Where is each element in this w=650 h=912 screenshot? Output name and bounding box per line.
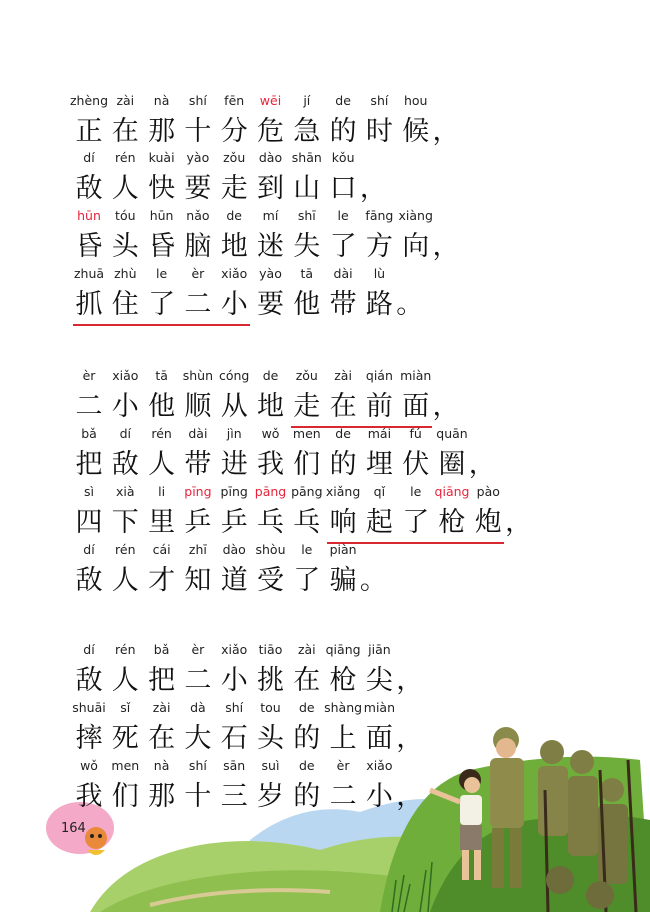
pinyin-syllable: sān — [223, 758, 246, 773]
hanzi-character: 把 — [148, 665, 176, 696]
hanzi-character: 起 — [365, 507, 393, 538]
hanzi-character: 道 — [220, 565, 248, 596]
hanzi-character: 的 — [329, 449, 357, 480]
pinyin-syllable: èr — [82, 368, 96, 383]
pinyin-syllable: wēi — [259, 93, 282, 108]
punctuation: ， — [359, 173, 387, 204]
punctuation: ， — [432, 116, 460, 147]
pinyin-syllable: zhī — [188, 542, 207, 557]
pinyin-syllable: pīng — [184, 484, 212, 499]
pinyin-syllable: sǐ — [120, 700, 131, 715]
hanzi-character: 山 — [293, 173, 321, 204]
hanzi-character: 走 — [220, 173, 248, 204]
pinyin-syllable: qiāng — [325, 642, 361, 657]
punctuation: ， — [396, 781, 424, 812]
pinyin-syllable: qián — [365, 368, 393, 383]
hanzi-character: 人 — [111, 565, 139, 596]
hanzi-character: 敌 — [75, 173, 103, 204]
hanzi-character: 们 — [293, 449, 321, 480]
pinyin-syllable: miàn — [400, 368, 432, 383]
hanzi-character: 危 — [257, 116, 284, 147]
pinyin-syllable: rén — [151, 426, 172, 441]
hanzi-character: 二 — [184, 665, 212, 696]
pinyin-syllable: de — [335, 426, 351, 441]
hanzi-character: 正 — [75, 116, 103, 147]
hanzi-character: 昏 — [75, 231, 103, 262]
hanzi-character: 的 — [293, 723, 321, 754]
hanzi-character: 在 — [111, 116, 139, 147]
pinyin-syllable: piàn — [329, 542, 357, 557]
pinyin-syllable: rén — [115, 542, 136, 557]
hanzi-character: 方 — [365, 231, 393, 262]
pinyin-syllable: hūn — [149, 208, 174, 223]
hanzi-character: 十 — [184, 116, 212, 147]
pinyin-syllable: dí — [83, 542, 95, 557]
pinyin-syllable: dà — [190, 700, 206, 715]
hanzi-character: 们 — [111, 781, 139, 812]
punctuation: ， — [468, 449, 496, 480]
pinyin-syllable: tóu — [115, 208, 136, 223]
pinyin-syllable: le — [410, 484, 422, 499]
pinyin-syllable: rén — [115, 642, 136, 657]
pinyin-syllable: shí — [188, 93, 207, 108]
hanzi-character: 头 — [111, 231, 139, 262]
pinyin-syllable: nà — [153, 93, 170, 108]
pinyin-syllable: shùn — [182, 368, 214, 383]
hanzi-character: 路 — [365, 289, 393, 320]
pinyin-syllable: dí — [119, 426, 132, 441]
hanzi-character: 摔 — [75, 723, 103, 754]
pinyin-syllable: pāng — [291, 484, 323, 499]
hanzi-character: 敌 — [111, 449, 139, 480]
pinyin-syllable: zài — [297, 642, 316, 657]
pinyin-syllable: rén — [115, 150, 136, 165]
pinyin-syllable: shòu — [255, 542, 286, 557]
hanzi-character: 上 — [329, 723, 357, 754]
pinyin-syllable: zhuā — [73, 266, 105, 281]
hanzi-character: 时 — [365, 116, 393, 147]
punctuation: 。 — [359, 565, 387, 596]
pinyin-syllable: yào — [186, 150, 210, 165]
hanzi-character: 敌 — [75, 565, 103, 596]
hanzi-character: 头 — [257, 723, 284, 754]
hanzi-character: 乒 — [220, 507, 248, 538]
pinyin-syllable: wǒ — [261, 426, 280, 441]
hanzi-character: 急 — [293, 116, 321, 147]
hanzi-character: 抓 — [75, 289, 103, 320]
pinyin-syllable: de — [262, 368, 279, 383]
pinyin-syllable: de — [226, 208, 242, 223]
pinyin-syllable: shàng — [324, 700, 363, 715]
pinyin-syllable: mí — [262, 208, 279, 223]
hanzi-character: 带 — [184, 449, 212, 480]
punctuation: ， — [432, 231, 460, 262]
hanzi-character: 埋 — [365, 449, 393, 480]
hanzi-character: 乒 — [184, 507, 212, 538]
pinyin-syllable: wǒ — [80, 758, 98, 773]
pinyin-syllable: tā — [155, 368, 168, 383]
pinyin-syllable: miàn — [363, 700, 396, 715]
pinyin-syllable: dài — [333, 266, 353, 281]
pinyin-syllable: jí — [303, 93, 311, 108]
pinyin-syllable: le — [156, 266, 168, 281]
pinyin-syllable: pào — [476, 484, 500, 499]
hanzi-character: 我 — [75, 781, 103, 812]
hanzi-character: 要 — [184, 173, 212, 204]
hanzi-character: 昏 — [148, 231, 176, 262]
hanzi-character: 他 — [293, 289, 321, 320]
hanzi-character: 进 — [220, 449, 248, 480]
pinyin-syllable: èr — [336, 758, 350, 773]
pinyin-syllable: xiǎo — [221, 266, 248, 281]
hanzi-character: 把 — [75, 449, 103, 480]
hanzi-character: 尖 — [365, 665, 393, 696]
hanzi-character: 的 — [293, 781, 321, 812]
pinyin-syllable: pīng — [220, 484, 248, 499]
pinyin-syllable: le — [301, 542, 313, 557]
pinyin-syllable: xiǎo — [366, 758, 393, 773]
hanzi-character: 了 — [329, 231, 357, 262]
hanzi-character: 骗 — [329, 565, 357, 596]
pinyin-syllable: mái — [367, 426, 392, 441]
pinyin-syllable: lù — [373, 266, 386, 281]
hanzi-character: 岁 — [257, 781, 284, 812]
hanzi-character: 小 — [220, 289, 248, 320]
hanzi-character: 炮 — [474, 507, 502, 538]
punctuation: ， — [396, 665, 424, 696]
pinyin-syllable: zhù — [114, 266, 137, 281]
pinyin-syllable: bǎ — [153, 642, 170, 657]
pinyin-syllable: sì — [84, 484, 94, 499]
hanzi-character: 住 — [111, 289, 139, 320]
page-number: 164 — [61, 821, 86, 836]
hanzi-character: 候 — [402, 116, 430, 147]
pinyin-syllable: èr — [191, 266, 205, 281]
hanzi-character: 带 — [329, 289, 357, 320]
pinyin-syllable: men — [111, 758, 140, 773]
hanzi-character: 快 — [148, 173, 176, 204]
pinyin-syllable: shuāi — [72, 700, 106, 715]
hanzi-character: 里 — [148, 507, 176, 538]
hanzi-character: 小 — [365, 781, 393, 812]
pinyin-syllable: hūn — [77, 208, 101, 223]
pinyin-syllable: shí — [370, 93, 389, 108]
hanzi-character: 那 — [148, 781, 176, 812]
hanzi-character: 顺 — [184, 391, 212, 422]
hanzi-character: 那 — [148, 116, 176, 147]
pinyin-syllable: li — [158, 484, 166, 499]
punctuation: ， — [505, 507, 533, 538]
hanzi-character: 枪 — [329, 665, 357, 696]
pinyin-syllable: nà — [153, 758, 170, 773]
pinyin-syllable: kǒu — [331, 150, 355, 165]
pinyin-syllable: fāng — [365, 208, 394, 223]
hanzi-character: 脑 — [184, 231, 212, 262]
pinyin-syllable: dí — [83, 642, 95, 657]
hanzi-character: 了 — [293, 565, 321, 596]
pinyin-syllable: nǎo — [186, 208, 210, 223]
hanzi-character: 他 — [148, 391, 176, 422]
hanzi-character: 小 — [111, 391, 139, 422]
hanzi-character: 石 — [220, 723, 248, 754]
pinyin-syllable: qiāng — [434, 484, 470, 499]
hanzi-character: 知 — [184, 565, 212, 596]
pinyin-syllable: xiǎo — [112, 368, 139, 383]
pinyin-syllable: xiǎo — [221, 642, 248, 657]
pinyin-syllable: dài — [188, 426, 208, 441]
pinyin-syllable: zǒu — [295, 368, 318, 383]
pinyin-syllable: dào — [222, 542, 246, 557]
pinyin-syllable: de — [298, 700, 315, 715]
pinyin-syllable: tiāo — [258, 642, 283, 657]
pinyin-syllable: kuài — [148, 150, 175, 165]
pinyin-syllable: xià — [116, 484, 135, 499]
pinyin-syllable: shí — [188, 758, 207, 773]
hanzi-character: 敌 — [75, 665, 103, 696]
punctuation: ， — [432, 391, 460, 422]
hanzi-character: 小 — [220, 665, 248, 696]
hanzi-character: 在 — [148, 723, 176, 754]
pinyin-syllable: cóng — [218, 368, 250, 383]
pinyin-syllable: tou — [260, 700, 281, 715]
hanzi-character: 人 — [111, 665, 139, 696]
hanzi-character: 人 — [111, 173, 139, 204]
hanzi-character: 了 — [148, 289, 176, 320]
pinyin-syllable: yào — [259, 266, 282, 281]
hanzi-character: 挑 — [257, 665, 284, 696]
hanzi-character: 了 — [402, 507, 430, 538]
hanzi-character: 人 — [148, 449, 176, 480]
pinyin-syllable: quān — [436, 426, 468, 441]
pinyin-syllable: jìn — [226, 426, 242, 441]
hanzi-character: 的 — [329, 116, 357, 147]
hanzi-character: 口 — [329, 173, 357, 204]
pinyin-syllable: men — [292, 426, 321, 441]
hanzi-character: 十 — [184, 781, 212, 812]
pinyin-syllable: shí — [225, 700, 244, 715]
hanzi-character: 二 — [75, 391, 103, 422]
pinyin-syllable: cái — [152, 542, 171, 557]
pinyin-syllable: jiān — [368, 642, 391, 657]
hanzi-character: 大 — [184, 723, 212, 754]
pinyin-syllable: de — [298, 758, 315, 773]
pinyin-syllable: de — [335, 93, 351, 108]
pinyin-syllable: zhèng — [69, 93, 109, 108]
pinyin-syllable: zài — [334, 368, 352, 383]
pinyin-syllable: pāng — [254, 484, 287, 499]
pinyin-syllable: dí — [83, 150, 95, 165]
punctuation: 。 — [396, 289, 424, 320]
hanzi-character: 前 — [365, 391, 393, 422]
pinyin-syllable: èr — [191, 642, 205, 657]
hanzi-character: 面 — [365, 723, 393, 754]
hanzi-character: 到 — [257, 173, 284, 204]
pinyin-syllable: xiàng — [398, 208, 433, 223]
punctuation: ， — [396, 723, 424, 754]
pinyin-syllable: zài — [152, 700, 171, 715]
hanzi-character: 迷 — [257, 231, 284, 262]
hanzi-character: 枪 — [438, 507, 466, 538]
hanzi-character: 乓 — [293, 507, 321, 538]
pinyin-syllable: zǒu — [223, 150, 246, 165]
hanzi-character: 伏 — [402, 449, 430, 480]
pinyin-syllable: zài — [116, 93, 135, 108]
pinyin-syllable: fēn — [224, 93, 245, 108]
hanzi-character: 从 — [220, 391, 248, 422]
hanzi-character: 在 — [329, 391, 357, 422]
pinyin-syllable: shān — [291, 150, 322, 165]
pinyin-syllable: dào — [258, 150, 283, 165]
hanzi-character: 地 — [220, 231, 248, 262]
pinyin-syllable: shī — [297, 208, 316, 223]
hanzi-character: 四 — [75, 507, 103, 538]
hanzi-character: 死 — [111, 723, 139, 754]
pinyin-syllable: hou — [403, 93, 428, 108]
pinyin-syllable: tā — [300, 266, 314, 281]
hanzi-character: 乓 — [257, 507, 284, 538]
hanzi-character: 下 — [111, 507, 139, 538]
hanzi-character: 在 — [293, 665, 321, 696]
hanzi-character: 才 — [148, 565, 176, 596]
hanzi-character: 二 — [329, 781, 357, 812]
pinyin-syllable: xiǎng — [325, 484, 361, 499]
hanzi-character: 面 — [402, 391, 430, 422]
hanzi-character: 受 — [257, 565, 284, 596]
pinyin-syllable: fú — [409, 426, 422, 441]
hanzi-character: 分 — [220, 116, 248, 147]
hanzi-character: 走 — [293, 391, 321, 422]
red-underline — [73, 324, 250, 326]
hanzi-character: 地 — [257, 391, 284, 422]
pinyin-syllable: bǎ — [81, 426, 97, 441]
hanzi-character: 二 — [184, 289, 212, 320]
pinyin-syllable: suì — [261, 758, 280, 773]
hanzi-character: 要 — [257, 289, 284, 320]
pinyin-syllable: le — [337, 208, 349, 223]
pinyin-syllable: qǐ — [373, 484, 386, 499]
hanzi-character: 圈 — [438, 449, 466, 480]
hanzi-character: 三 — [220, 781, 248, 812]
hanzi-character: 向 — [402, 231, 430, 262]
hanzi-character: 我 — [257, 449, 284, 480]
hanzi-character: 响 — [329, 507, 357, 538]
hanzi-character: 失 — [293, 231, 321, 262]
